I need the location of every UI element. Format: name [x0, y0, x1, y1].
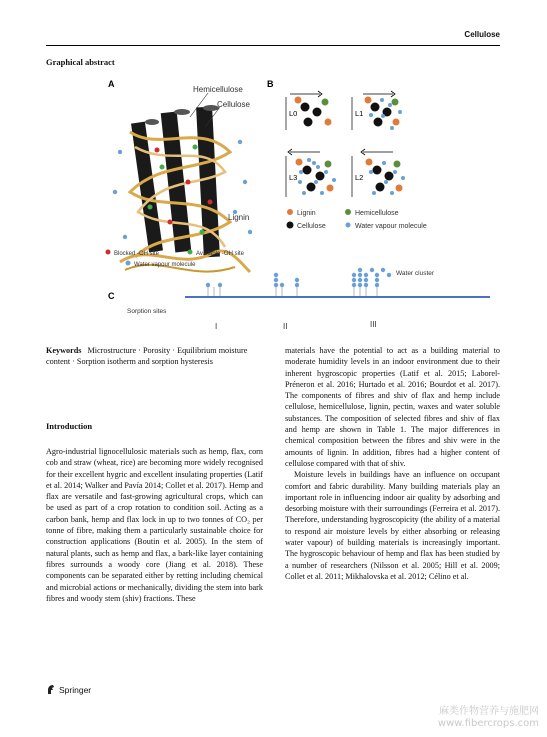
adsorbed-water-i	[206, 283, 222, 287]
adsorbed-water-ii	[274, 273, 299, 287]
panel-b	[267, 79, 427, 230]
label-lignin: Lignin	[228, 213, 250, 222]
keywords-text: Microstructure · Porosity · Equilibrium moisture content · Sorption isotherm and sorption hysteresis	[46, 346, 248, 366]
header-rule	[46, 45, 500, 46]
legend-cellulose: Cellulose	[297, 223, 326, 230]
graphical-abstract-figure	[90, 72, 510, 337]
legend-water-vapour-b: Water vapour molecule	[355, 223, 427, 230]
watermark-url: www.fibercrops.com	[437, 718, 539, 729]
stage-iii: III	[370, 320, 377, 329]
legend-blocked-oh: Blocked -OH site	[114, 251, 160, 257]
keywords-label: Keywords	[46, 346, 82, 355]
journal-section: Cellulose	[464, 30, 500, 39]
sorption-site-markers	[208, 287, 377, 296]
intro-paragraph-2: materials have the potential to act as a building material to moderate humidity levels in an indoor environment due to their inherent hygroscopic properties (Latif et al. 2015; Laborel-Préneron et al. 2016; Hurtado et al. 2016; Bourdot et al. 2017). The components of fibres and shiv of flax and hemp include cellulose, hemicellulose, lignin, pectin, waxes and water soluble substances. The composition of selected fibres and shiv of flax and hemp are shown in Table 1. The major differences in chemical composition between the fibres and shiv were in the amounts of lignin. In addition, fibres had a higher content of cellulose compared with that of shiv.	[285, 346, 500, 468]
stage-l0	[286, 91, 332, 130]
publisher-logo	[46, 684, 91, 695]
label-hemicellulose: Hemicellulose	[193, 85, 243, 94]
stage-l2	[352, 149, 405, 197]
panel-b-letter: B	[267, 79, 274, 89]
stage-label-l0: L0	[289, 109, 298, 118]
sorption-surface	[185, 296, 490, 298]
stage-ii: II	[283, 322, 288, 331]
panel-a-letter: A	[108, 79, 115, 89]
stage-label-l2: L2	[355, 173, 364, 182]
legend-hemicellulose: Hemicellulose	[355, 210, 399, 217]
water-cluster-iii	[352, 268, 391, 287]
right-column	[285, 345, 500, 582]
springer-horse-icon	[46, 684, 56, 695]
legend-available-oh: Available -OH site	[196, 251, 244, 257]
section-heading-introduction: Introduction	[46, 421, 93, 431]
keywords	[46, 345, 263, 367]
panel-c-letter: C	[108, 291, 115, 301]
watermark-cn: 麻类作物营养与施肥网	[439, 706, 539, 717]
legend-lignin: Lignin	[297, 210, 316, 217]
sorption-sites-label: Sorption sites	[127, 308, 167, 315]
publisher-name: Springer	[59, 684, 92, 695]
panel-a	[106, 79, 253, 272]
left-column	[46, 446, 263, 604]
stage-i: I	[215, 322, 218, 331]
watermark	[438, 706, 539, 730]
stage-label-l3: L3	[289, 173, 298, 182]
legend-water-vapour-a: Water vapour molecule	[134, 262, 196, 268]
stage-l3	[286, 149, 336, 197]
intro-paragraph-3: Moisture levels in buildings have an influence on occupant comfort and fabric durability. Many building materials play an important role in influencing indoor air quality by adsorbing and desorbing moisture with their surroundings (Ferreira et al. 2017). Therefore, understanding hygroscopicity (the ability of a material to respond air moisture levels by either absorbing or releasing water vapour) of building materials is increasingly important. The hygroscopic behaviour of hemp and flax has been studied by a number of researchers (Nilsson et al. 2005; Hill et al. 2009; Collet et al. 2011; Mikhalovska et al. 2012; Célino et al.	[285, 470, 500, 581]
cellulose-fibre-bundle	[120, 105, 250, 272]
label-cellulose: Cellulose	[217, 100, 250, 109]
stage-l1	[352, 91, 402, 130]
panel-c	[108, 268, 490, 331]
graphical-abstract-title: Graphical abstract	[46, 57, 115, 67]
page-header	[0, 0, 547, 50]
water-cluster-label: Water cluster	[396, 270, 435, 277]
stage-label-l1: L1	[355, 109, 364, 118]
intro-paragraph-1: Agro-industrial lignocellulosic materials such as hemp, flax, corn cob and straw (wheat, rice) are becoming more widely recognised for their excellent hygric and excellent insulating properties (Latif et al. 2014; Walker and Pavía 2014; Collet et al. 2017). Hemp and flax are versatile and fast-growing agricultural crops, which can be used as part of a crop rotation to condition soil. Acting as a carbon bank, hemp and flax lock in up to two tonnes of CO₂ per tonne of fibre, making them a particularly sustainable choice for construction applications (Boutin et al. 2005). In the stem of natural plants, such as hemp and flax, a bark-like layer containing fibres surrounds a woody core (Jiang et al. 2018). These components can be separated either by retting including chemical and microbial actions or mechanically, dividing the stem into bark fibres and woody stem (shiv) fractions. These	[46, 447, 263, 603]
